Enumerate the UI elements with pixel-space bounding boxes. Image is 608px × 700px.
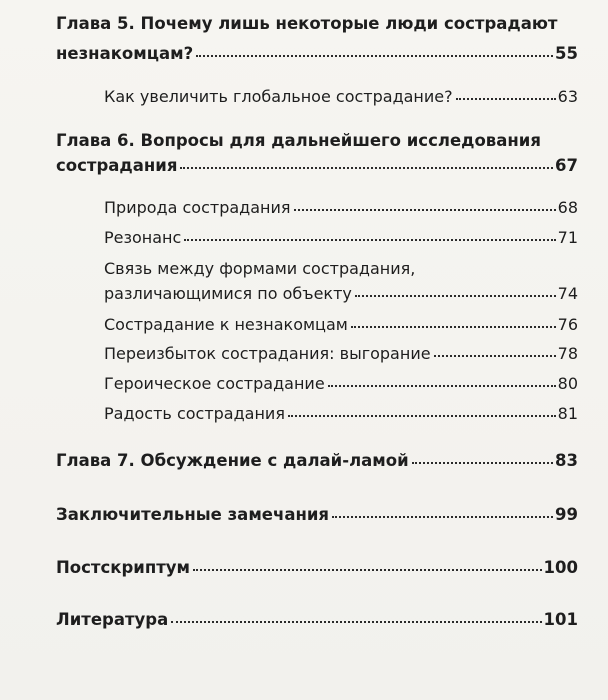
- dot-leader: [456, 98, 556, 100]
- dot-leader: [171, 621, 541, 623]
- toc-chapter-6-page: 67: [555, 156, 578, 175]
- toc-section-title: Радость сострадания: [104, 404, 285, 423]
- toc-section-title: Природа сострадания: [104, 198, 291, 217]
- toc-literature-title: Литература: [56, 610, 169, 629]
- toc-entry-chapter-6[interactable]: [56, 156, 578, 175]
- toc-conclusion-title: Заключительные замечания: [56, 505, 330, 524]
- dot-leader: [328, 385, 556, 387]
- toc-entry-joy[interactable]: [104, 404, 578, 423]
- toc-section-page: 74: [557, 284, 578, 303]
- toc-section-page: 63: [557, 87, 578, 106]
- toc-entry-strangers[interactable]: [104, 315, 578, 334]
- toc-chapter-6-title-line1[interactable]: Глава 6. Вопросы для дальнейшего исследования: [56, 131, 541, 150]
- toc-entry-postscript[interactable]: [56, 558, 578, 577]
- dot-leader: [332, 516, 553, 518]
- toc-entry-conclusion[interactable]: [56, 505, 578, 524]
- toc-postscript-title: Постскриптум: [56, 558, 191, 577]
- dot-leader: [193, 569, 542, 571]
- toc-entry-literature[interactable]: [56, 610, 578, 629]
- toc-chapter-5-title-line2: незнакомцам?: [56, 44, 194, 63]
- toc-section-title-line2: различающимися по объекту: [104, 284, 352, 303]
- toc-chapter-5-title-line1[interactable]: Глава 5. Почему лишь некоторые люди сострадают: [56, 14, 558, 33]
- toc-section-page: 81: [557, 404, 578, 423]
- toc-section-title: Как увеличить глобальное сострадание?: [104, 87, 453, 106]
- toc-section-title: Сострадание к незнакомцам: [104, 315, 348, 334]
- dot-leader: [288, 415, 556, 417]
- toc-conclusion-page: 99: [555, 505, 578, 524]
- dot-leader: [355, 295, 556, 297]
- toc-section-title: Переизбыток сострадания: выгорание: [104, 344, 431, 363]
- toc-chapter-7-page: 83: [555, 451, 578, 470]
- toc-entry-burnout[interactable]: [104, 344, 578, 363]
- dot-leader: [180, 167, 553, 169]
- toc-entry-forms[interactable]: [104, 284, 578, 303]
- toc-section-page: 68: [557, 198, 578, 217]
- dot-leader: [184, 239, 555, 241]
- toc-entry-resonance[interactable]: [104, 228, 578, 247]
- dot-leader: [351, 326, 556, 328]
- toc-section-title: Героическое сострадание: [104, 374, 325, 393]
- dot-leader: [196, 55, 553, 57]
- toc-entry-chapter-7[interactable]: [56, 451, 578, 470]
- toc-section-page: 71: [557, 228, 578, 247]
- toc-postscript-page: 100: [543, 558, 578, 577]
- toc-entry-nature[interactable]: [104, 198, 578, 217]
- dot-leader: [412, 462, 553, 464]
- toc-entry-global-compassion[interactable]: [104, 87, 578, 106]
- toc-literature-page: 101: [543, 610, 578, 629]
- toc-section-forms-line1[interactable]: Связь между формами сострадания,: [104, 259, 416, 278]
- toc-entry-chapter-5[interactable]: [56, 44, 578, 63]
- toc-chapter-7-title: Глава 7. Обсуждение с далай-ламой: [56, 451, 409, 470]
- toc-chapter-5-page: 55: [555, 44, 578, 63]
- toc-section-page: 80: [557, 374, 578, 393]
- dot-leader: [434, 355, 556, 357]
- toc-section-page: 76: [557, 315, 578, 334]
- dot-leader: [294, 209, 556, 211]
- toc-section-title: Резонанс: [104, 228, 182, 247]
- toc-chapter-6-title-line2: сострадания: [56, 156, 178, 175]
- toc-entry-heroic[interactable]: [104, 374, 578, 393]
- toc-section-page: 78: [557, 344, 578, 363]
